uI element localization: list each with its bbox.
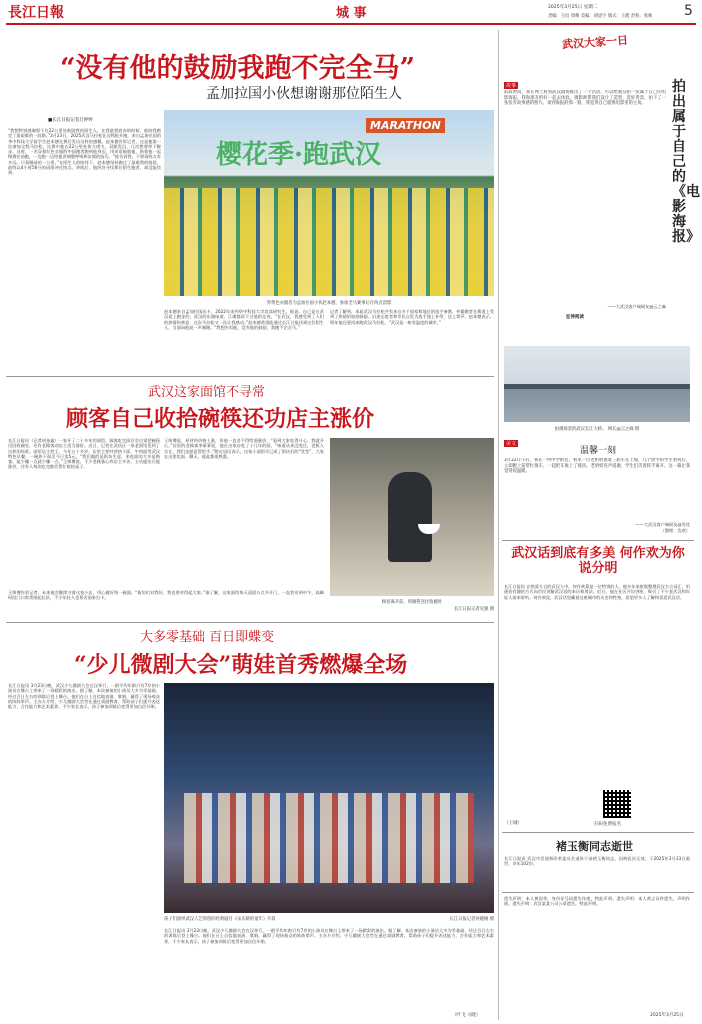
editors-line: 责编：王衍 周峰 美编：胡思宇 版式：王鹤 责校：张帅 [548,14,653,19]
stage-photo-caption: 孩子们演绎武汉人艺原创的经典剧目《宋庆龄的童年》片段 [164,917,276,922]
story1-subhead: 孟加拉国小伙想谢谢那位陌生人 [206,86,402,102]
obituary-title: 褚玉衡同志逝世 [556,840,633,853]
story3-editor: （叶飞 马晓） [452,1013,481,1018]
masthead: 長江日報 [8,5,64,21]
meiwen-title: 温馨一刻 [580,446,617,456]
noodle-photo-credit: 长江日报记者史强 摄 [453,607,494,612]
story2-body-mid: 王师傅说，原材料价格上涨，但他一直舍不得给面涨价，“看到大家吃得开心，我就开心。”店里的老顾客李爹爹说，他在这家店吃了十几年的面，“味道从来没变过，老板人实在，我们也愿意帮把手。”附近居民表示，这家小面馆早已成了街坊们的“食堂”，大家在这里吃面、聊天，彼此都很熟悉。 [164,438,324,459]
column-divider [498,30,499,1020]
noodle-shop-photo [330,438,494,596]
story2-kicker: 武汉这家面馆不寻常 [148,385,266,400]
divider-right-3 [502,892,694,893]
story3-kicker: 大多零基础 百日即蝶变 [140,630,275,645]
obituary-text: 长江日报讯 武汉市发展和改革委员会退休干部褚玉衡同志，因病医治无效，于2025年3月23日逝世，享年102岁。 [504,856,690,867]
divider-2 [6,622,494,623]
story1-byline: ■长江日报记者吕婷婷 [48,118,93,123]
date-line: 2025年3月25日 星期二 [548,5,598,10]
story3-body-bottom: 长江日报讯 3月23日晚，武汉少儿微剧大会在汉举行，一群平均年龄只有7岁的小演员在舞台上带来了一场精彩的演出。据了解，本次参演的小演员大多为零基础，经过百日左右的训练后登上舞台。他们在台上自信地表演、歌唱，赢得了现场观众的阵阵掌声。主办方介绍，少儿微剧大会旨在通过戏剧教育，帮助孩子们提升表达能力、合作能力和艺术素养。不少家长表示，孩子参加训练后变得更加自信开朗。 [164,928,494,944]
diner-figure [388,472,432,562]
qr-label: 扫码免费报名 [594,822,621,827]
stage-photo [164,683,494,913]
marathon-photo-caption: 穿黄色衣服者为孟加拉国小伙赵本德，参加全马赛事后在终点留影 [266,301,392,306]
story2-body-right: 王师傅告诉记者，未来他会继续守着这家小店，用心做好每一碗面。“街坊们对我好，我也要对得起大家。”据了解，这家面馆每天清晨五点多开门，一直营业到中午，高峰时段门口常常排起长队，不少年轻人也慕名前来打卡。 [8,590,324,601]
gushi-label: 故事 [506,83,517,89]
story1-body-mid: 赵本德来自孟加拉国达卡，2022年来到华中科技大学攻读研究生。他说，自己是在武汉爱上跑步的，武汉的东湖绿道、江滩都留下过他的足迹。“在武汉，我感受到了人们的热情和善意，这次马拉松又一次让我感动。”赵本德希望能通过长江日报找到这位陌生人，当面向他说一声谢谢。“我想告诉他，没有他的鼓励，我跑不完全马。” [164,309,324,330]
meiwen-author: ——大武汉客户端网友@雪花 [635,522,690,527]
column-title-vertical: 拍出属于自己的《电影海报》 [672,79,700,245]
header-rule [6,23,696,25]
story2-headline: 顾客自己收拾碗筷还功店主涨价 [66,406,375,432]
divider-1 [6,376,494,377]
story1-body-right: 记者了解到，本届武汉马拉松共有来自多个国家和地区的选手参赛，外籍跑者在赛道上受到了热情的加油鼓励。沿途志愿者和市民自发为选手递上补给，送上掌声。赵本德表示，明年他还要再来跑武汉马拉松，“武汉是一座有温度的城市。” [330,309,494,325]
story2-body-left: 长江日报讯（记者胡金鑫）一家开了二十多年的面馆，顾客吃完面后会自觉把碗筷送回收碗处，还有老顾客劝店主适当涨价。近日，记者在武昌区一家老面馆见到了这样的场景。面馆店主姓王，今年五十多岁，店里主要经营热干面、牛肉面等武汉特色早餐，一碗热干面至今只卖5元。“我们做的是街坊生意，来吃面的大多是熟客，能少赚一点就少赚一点。”王师傅说。不少老顾客心疼店主辛苦，主动提出让他涨价，还有人每次吃完都会帮忙收拾桌子。 [8,438,160,470]
bridge-span [504,384,690,389]
gushi-editor-label: 征伸阅读 [566,315,584,320]
story3-body-left: 长江日报讯 3月23日晚，武汉少儿微剧大会在汉举行，一群平均年龄只有7岁的小演员在舞台上带来了一场精彩的演出。据了解，本次参演的小演员大多为零基础，经过百日左右的训练后登上舞台。他们在台上自信地表演、歌唱，赢得了现场观众的阵阵掌声。主办方介绍，少儿微剧大会旨在通过戏剧教育，帮助孩子们提升表达能力、合作能力和艺术素养。不少家长表示，孩子参加训练后变得更加自信开朗。 [8,683,160,710]
stage-photo-credit: 长江日报记者何晓刚 摄 [449,917,494,922]
qa-editor: （王城） [504,821,522,826]
bridge-photo-caption: 拍摄场景的武汉长江大桥。 网友@云之麻 摄 [554,427,640,432]
meiwen-text: 3月22日午后，我在一所中学附近，看见一位老奶奶推着三轮车在上坡，几个放学的学生看到后，立即跑上前帮忙推车，一起把车推上了坡顶。老奶奶连声道谢，学生们笑着挥手离开。这一幕让我觉得很温暖。 [504,458,690,475]
runners-group [164,188,494,296]
classified-ads: 遗失声明：本人黄国华，身份证号码遗失作废，特此声明。遗失声明：本人黄义证件遗失，声明作废。遗失声明：武汉某某公司公章遗失，特此声明。 [504,896,690,907]
classified-date: 2025年3月25日 [650,1013,684,1018]
story3-headline: “少儿微剧大会”萌娃首秀燃爆全场 [74,652,408,678]
gushi-author: ——大武汉客户端网友@云之麻 [607,304,666,309]
meiwen-label: 美文 [506,441,517,447]
page-number: 5 [684,3,693,19]
bridge-photo [504,346,690,422]
qr-code-icon[interactable] [603,790,631,818]
qa-headline: 武汉话到底有多美 何作欢为你说分明 [511,546,685,576]
meiwen-sign: （整理：沈欢） [660,528,690,533]
photo-banner-text: MARATHON [366,118,445,133]
column-banner: 武汉大家一日 [561,33,629,52]
section-title: 城 事 [336,6,367,21]
story1-body-left: “我想特别感谢那个在22公里处鼓励我的陌生人。在我最想放弃的时候，他陪我跑完了最艰难的一段路。”3月23日，2025武汉马拉松在汉鸣枪开跑，来自孟加拉国的华中科技大学留学生赵本德在赛后发出这样的感慨。赵本德告诉记者，这是他第一次参加全程马拉松，比赛中他在22公里处体力透支，双腿发沉，几次想要停下脚步。这时，一名穿着红色衣服的中国跑者跑到他身边，用英语鼓励他，陪着他一起慢慢往前跑，一边跑一边给他讲调整呼吸和步频的技巧。“他告诉我，不要看终点有多远，只看眼前的一公里。”在陌生人的陪伴下，赵本德坚持跑过了最难熬的路段，最终以4小时56分的成绩冲过终点。冲线后，他四处寻找那位陌生跑者，却没能找到。 [8,128,161,176]
photo-sign-text: 樱花季·跑武汉 [216,140,382,170]
gushi-text: 前段时间，我在网上看到武汉剧场推出了一个活动，可以给观众拍一张属于自己的电影海报。我和朋友约好一起去体验。摄影师帮我们设计了造型，选好背景，拍下了一张张有故事感的照片。拿到海报的那一刻，我觉得自己就像电影里的主角。 [504,90,666,107]
marathon-photo [164,110,494,296]
qa-text: 长江日报讯 在热爱方言的武汉人中，何作欢算是一位特别的人。他多年来收集整理武汉方言词汇，用通俗有趣的方式向市民讲解武汉话的来历和用法。近日，他在社区开设讲座，吸引了不少老武汉和年轻人前来聆听。何作欢说，武汉话里藏着这座城市的历史和性格，希望更多人了解和喜爱武汉话。 [504,584,690,600]
stage-children [184,793,474,883]
divider-right-1 [502,540,694,541]
noodle-photo-caption: 顾客离开前，将碗筷送往收碗处 [381,600,443,605]
story1-headline: “没有他的鼓励我跑不完全马” [60,53,416,84]
divider-right-2 [502,832,694,833]
